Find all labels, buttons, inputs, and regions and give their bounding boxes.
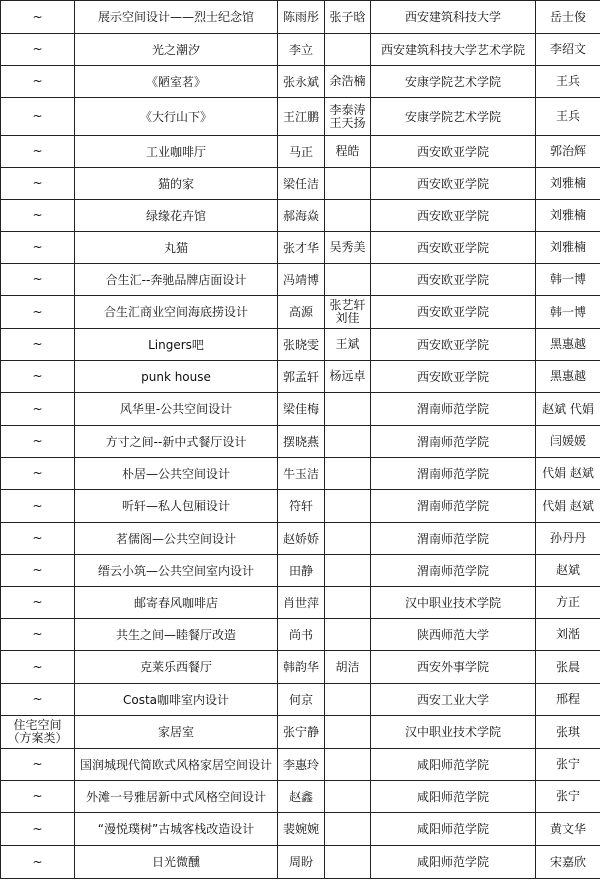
category-cell: ~ <box>1 1 75 34</box>
results-table-body <box>1 1 600 879</box>
category-cell: ~ <box>1 393 75 426</box>
advisor-cell: 王兵 <box>536 98 600 136</box>
project-cell: 《陋室茗》 <box>75 66 278 98</box>
advisor-cell: 赵斌 代娟 <box>536 393 600 426</box>
project-cell: 朴居—公共空间设计 <box>75 458 278 490</box>
advisor-cell: 黑惠越 <box>536 329 600 361</box>
category-cell: ~ <box>1 361 75 393</box>
table-row <box>1 168 600 200</box>
advisor-cell: 张琪 <box>536 716 600 749</box>
coauthor-cell <box>325 555 371 587</box>
category-cell: ~ <box>1 426 75 458</box>
coauthor-cell: 程皓 <box>325 136 371 168</box>
table-row <box>1 393 600 426</box>
author-cell: 肖世萍 <box>278 587 325 619</box>
coauthor-cell <box>325 813 371 846</box>
advisor-cell: 黄文华 <box>536 813 600 846</box>
project-cell: Lingers吧 <box>75 329 278 361</box>
category-cell: ~ <box>1 490 75 523</box>
author-cell: 符轩 <box>278 490 325 523</box>
advisor-cell: 代娟 赵斌 <box>536 458 600 490</box>
category-cell: ~ <box>1 813 75 846</box>
school-cell: 西安欧亚学院 <box>371 136 536 168</box>
coauthor-cell <box>325 749 371 781</box>
author-cell: 何京 <box>278 684 325 716</box>
coauthor-cell: 吴秀美 <box>325 232 371 264</box>
project-cell: 合生汇商业空间海底捞设计 <box>75 296 278 329</box>
advisor-cell: 岳士俊 <box>536 1 600 34</box>
coauthor-cell: 李泰涛 王天扬 <box>325 98 371 136</box>
author-cell: 赵娇娇 <box>278 523 325 555</box>
coauthor-cell: 胡洁 <box>325 651 371 684</box>
project-cell: 茗儒阁—公共空间设计 <box>75 523 278 555</box>
coauthor-cell <box>325 264 371 296</box>
project-cell: 绿缘花卉馆 <box>75 200 278 232</box>
category-cell: ~ <box>1 200 75 232</box>
table-row <box>1 490 600 523</box>
table-row <box>1 684 600 716</box>
coauthor-cell <box>325 426 371 458</box>
table-row <box>1 1 600 34</box>
author-cell: 陈雨彤 <box>278 1 325 34</box>
author-cell: 张宁静 <box>278 716 325 749</box>
category-cell: ~ <box>1 168 75 200</box>
advisor-cell: 韩一博 <box>536 296 600 329</box>
project-cell: 工业咖啡厅 <box>75 136 278 168</box>
table-row <box>1 749 600 781</box>
table-row <box>1 587 600 619</box>
author-cell: 赵鑫 <box>278 781 325 813</box>
project-cell: 听轩—私人包厢设计 <box>75 490 278 523</box>
author-cell: 李立 <box>278 34 325 66</box>
category-cell: ~ <box>1 98 75 136</box>
table-row <box>1 296 600 329</box>
school-cell: 咸阳师范学院 <box>371 813 536 846</box>
author-cell: 马正 <box>278 136 325 168</box>
school-cell: 渭南师范学院 <box>371 393 536 426</box>
school-cell: 西安欧亚学院 <box>371 296 536 329</box>
category-cell: ~ <box>1 684 75 716</box>
coauthor-cell: 余浩楠 <box>325 66 371 98</box>
table-row <box>1 619 600 651</box>
category-cell: ~ <box>1 587 75 619</box>
author-cell: 郭孟轩 <box>278 361 325 393</box>
advisor-cell: 刘雅楠 <box>536 232 600 264</box>
project-cell: punk house <box>75 361 278 393</box>
advisor-cell: 赵斌 <box>536 555 600 587</box>
advisor-cell: 代娟 赵斌 <box>536 490 600 523</box>
category-cell: ~ <box>1 34 75 66</box>
author-cell: 韩韵华 <box>278 651 325 684</box>
author-cell: 张永斌 <box>278 66 325 98</box>
category-cell: ~ <box>1 781 75 813</box>
table-row <box>1 98 600 136</box>
school-cell: 咸阳师范学院 <box>371 846 536 879</box>
project-cell: 猫的家 <box>75 168 278 200</box>
category-cell: ~ <box>1 619 75 651</box>
school-cell: 西安建筑科技大学艺术学院 <box>371 34 536 66</box>
coauthor-cell <box>325 846 371 879</box>
school-cell: 西安欧亚学院 <box>371 168 536 200</box>
project-cell: 丸猫 <box>75 232 278 264</box>
coauthor-cell <box>325 587 371 619</box>
author-cell: 高源 <box>278 296 325 329</box>
school-cell: 渭南师范学院 <box>371 555 536 587</box>
school-cell: 安康学院艺术学院 <box>371 66 536 98</box>
table-row <box>1 361 600 393</box>
author-cell: 牛玉洁 <box>278 458 325 490</box>
project-cell: “漫悦璞树”古城客栈改造设计 <box>75 813 278 846</box>
project-cell: 光之潮汐 <box>75 34 278 66</box>
school-cell: 咸阳师范学院 <box>371 749 536 781</box>
school-cell: 西安外事学院 <box>371 651 536 684</box>
school-cell: 汉中职业技术学院 <box>371 716 536 749</box>
school-cell: 陕西师范大学 <box>371 619 536 651</box>
coauthor-cell: 杨远卓 <box>325 361 371 393</box>
table-row <box>1 651 600 684</box>
coauthor-cell <box>325 200 371 232</box>
advisor-cell: 邢程 <box>536 684 600 716</box>
advisor-cell: 刘雅楠 <box>536 168 600 200</box>
table-row <box>1 458 600 490</box>
author-cell: 王江鹏 <box>278 98 325 136</box>
project-cell: 方寸之间--新中式餐厅设计 <box>75 426 278 458</box>
advisor-cell: 黑惠越 <box>536 361 600 393</box>
table-row <box>1 264 600 296</box>
project-cell: Costa咖啡室内设计 <box>75 684 278 716</box>
table-row <box>1 426 600 458</box>
category-cell: ~ <box>1 651 75 684</box>
category-cell: ~ <box>1 296 75 329</box>
project-cell: 风华里-公共空间设计 <box>75 393 278 426</box>
author-cell: 郝海焱 <box>278 200 325 232</box>
category-cell: ~ <box>1 458 75 490</box>
project-cell: 克莱乐西餐厅 <box>75 651 278 684</box>
category-cell: ~ <box>1 264 75 296</box>
table-row <box>1 555 600 587</box>
advisor-cell: 郭治辉 <box>536 136 600 168</box>
category-cell: ~ <box>1 523 75 555</box>
school-cell: 渭南师范学院 <box>371 523 536 555</box>
category-cell: ~ <box>1 749 75 781</box>
author-cell: 冯靖博 <box>278 264 325 296</box>
table-row <box>1 781 600 813</box>
project-cell: 缙云小筑—公共空间室内设计 <box>75 555 278 587</box>
table-row <box>1 34 600 66</box>
author-cell: 摆晓燕 <box>278 426 325 458</box>
table-row <box>1 232 600 264</box>
author-cell: 张晓雯 <box>278 329 325 361</box>
school-cell: 西安欧亚学院 <box>371 264 536 296</box>
advisor-cell: 宋嘉欣 <box>536 846 600 879</box>
advisor-cell: 张宁 <box>536 781 600 813</box>
coauthor-cell: 王斌 <box>325 329 371 361</box>
school-cell: 西安建筑科技大学 <box>371 1 536 34</box>
advisor-cell: 王兵 <box>536 66 600 98</box>
advisor-cell: 刘雅楠 <box>536 200 600 232</box>
school-cell: 西安欧亚学院 <box>371 200 536 232</box>
author-cell: 李惠玲 <box>278 749 325 781</box>
school-cell: 汉中职业技术学院 <box>371 587 536 619</box>
advisor-cell: 孙丹丹 <box>536 523 600 555</box>
coauthor-cell <box>325 716 371 749</box>
table-row <box>1 329 600 361</box>
project-cell: 展示空间设计——烈士纪念馆 <box>75 1 278 34</box>
school-cell: 安康学院艺术学院 <box>371 98 536 136</box>
author-cell: 裴婉婉 <box>278 813 325 846</box>
advisor-cell: 李绍文 <box>536 34 600 66</box>
table-row <box>1 136 600 168</box>
coauthor-cell <box>325 168 371 200</box>
table-row <box>1 813 600 846</box>
advisor-cell: 张晨 <box>536 651 600 684</box>
project-cell: 《大行山下》 <box>75 98 278 136</box>
category-cell: ~ <box>1 232 75 264</box>
table-row <box>1 846 600 879</box>
coauthor-cell <box>325 490 371 523</box>
school-cell: 渭南师范学院 <box>371 458 536 490</box>
table-row <box>1 716 600 749</box>
project-cell: 共生之间—睦餐厅改造 <box>75 619 278 651</box>
advisor-cell: 刘湉 <box>536 619 600 651</box>
project-cell: 邮寄春风咖啡店 <box>75 587 278 619</box>
advisor-cell: 方正 <box>536 587 600 619</box>
author-cell: 梁佳梅 <box>278 393 325 426</box>
category-cell: 住宅空间 （方案类） <box>1 716 75 749</box>
school-cell: 西安欧亚学院 <box>371 232 536 264</box>
advisor-cell: 闫媛媛 <box>536 426 600 458</box>
category-cell: ~ <box>1 846 75 879</box>
project-cell: 外滩一号雅居新中式风格空间设计 <box>75 781 278 813</box>
school-cell: 渭南师范学院 <box>371 426 536 458</box>
project-cell: 国润城现代简欧式风格家居空间设计 <box>75 749 278 781</box>
author-cell: 梁任洁 <box>278 168 325 200</box>
school-cell: 西安欧亚学院 <box>371 361 536 393</box>
table-row <box>1 66 600 98</box>
author-cell: 周盼 <box>278 846 325 879</box>
coauthor-cell: 张艺轩 刘佳 <box>325 296 371 329</box>
school-cell: 咸阳师范学院 <box>371 781 536 813</box>
coauthor-cell <box>325 781 371 813</box>
school-cell: 西安欧亚学院 <box>371 329 536 361</box>
coauthor-cell <box>325 684 371 716</box>
category-cell: ~ <box>1 136 75 168</box>
coauthor-cell: 张子晗 <box>325 1 371 34</box>
project-cell: 日光微醺 <box>75 846 278 879</box>
school-cell: 西安工业大学 <box>371 684 536 716</box>
project-cell: 家居室 <box>75 716 278 749</box>
category-cell: ~ <box>1 555 75 587</box>
table-row <box>1 200 600 232</box>
category-cell: ~ <box>1 329 75 361</box>
coauthor-cell <box>325 458 371 490</box>
advisor-cell: 韩一博 <box>536 264 600 296</box>
school-cell: 渭南师范学院 <box>371 490 536 523</box>
project-cell: 合生汇--奔驰品牌店面设计 <box>75 264 278 296</box>
category-cell: ~ <box>1 66 75 98</box>
coauthor-cell <box>325 34 371 66</box>
coauthor-cell <box>325 523 371 555</box>
author-cell: 张才华 <box>278 232 325 264</box>
author-cell: 田静 <box>278 555 325 587</box>
coauthor-cell <box>325 393 371 426</box>
author-cell: 尚书 <box>278 619 325 651</box>
coauthor-cell <box>325 619 371 651</box>
advisor-cell: 张宁 <box>536 749 600 781</box>
table-row <box>1 523 600 555</box>
